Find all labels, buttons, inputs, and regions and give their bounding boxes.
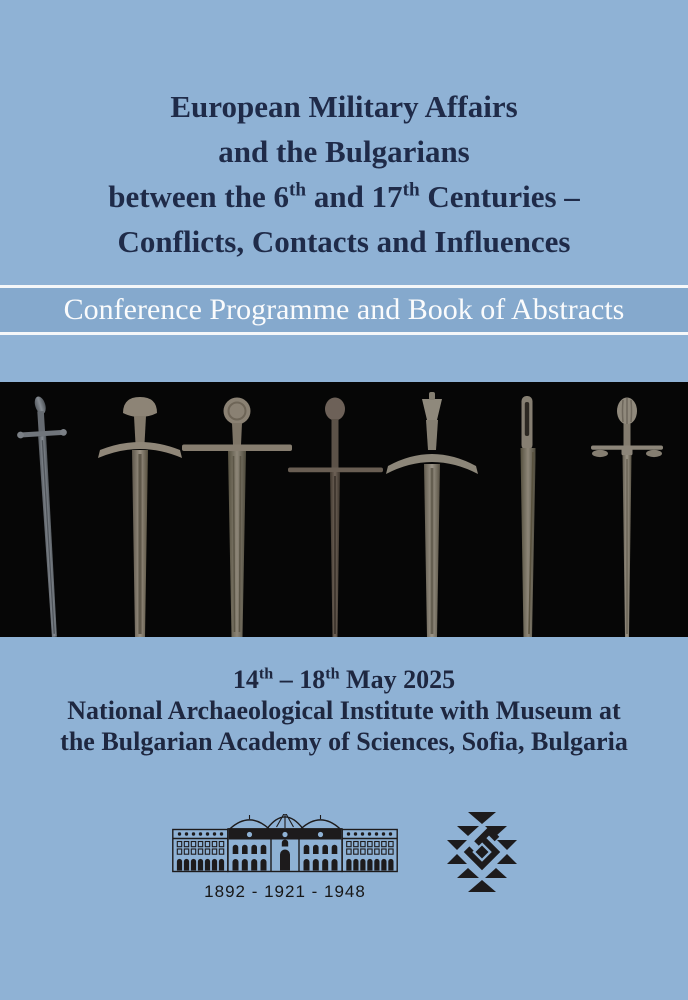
venue-line-1: National Archaeological Institute with Museum at bbox=[67, 696, 621, 725]
event-details bbox=[0, 664, 688, 757]
ordinal-superscript: th bbox=[258, 665, 274, 683]
sword-7 bbox=[591, 398, 663, 638]
sword-1 bbox=[15, 394, 79, 637]
naim-building-icon bbox=[172, 814, 398, 874]
ordinal-superscript: th bbox=[402, 179, 420, 201]
sword-2 bbox=[98, 397, 182, 637]
event-dates: 14th – 18th May 2025 bbox=[232, 665, 456, 694]
ordinal-superscript: th bbox=[289, 179, 307, 201]
title-line-4: Conflicts, Contacts and Influences bbox=[117, 224, 571, 259]
museum-anniversary-years: 1892 - 1921 - 1948 bbox=[204, 882, 366, 901]
ordinal-superscript: th bbox=[325, 665, 340, 683]
sword-5 bbox=[386, 392, 478, 637]
title-line-2: and the Bulgarians bbox=[218, 134, 470, 169]
title-line-1: European Military Affairs bbox=[170, 89, 518, 124]
sword-4 bbox=[288, 398, 383, 638]
kanatitsa-ornament-icon bbox=[447, 812, 517, 892]
ornament-logo bbox=[447, 812, 517, 892]
seven-swords-photo-icon bbox=[0, 382, 688, 637]
venue-line-2: the Bulgarian Academy of Sciences, Sofia, Bulgaria bbox=[60, 727, 628, 756]
sword-6 bbox=[521, 396, 536, 637]
subtitle-banner bbox=[0, 285, 688, 335]
conference-title bbox=[0, 84, 688, 264]
sword-3 bbox=[182, 398, 292, 638]
subtitle-banner-text: Conference Programme and Book of Abstracts bbox=[63, 293, 625, 326]
title-line-3: between the 6th and 17th Centuries – bbox=[108, 179, 580, 214]
museum-logo bbox=[172, 814, 398, 902]
swords-photo-band bbox=[0, 382, 688, 637]
